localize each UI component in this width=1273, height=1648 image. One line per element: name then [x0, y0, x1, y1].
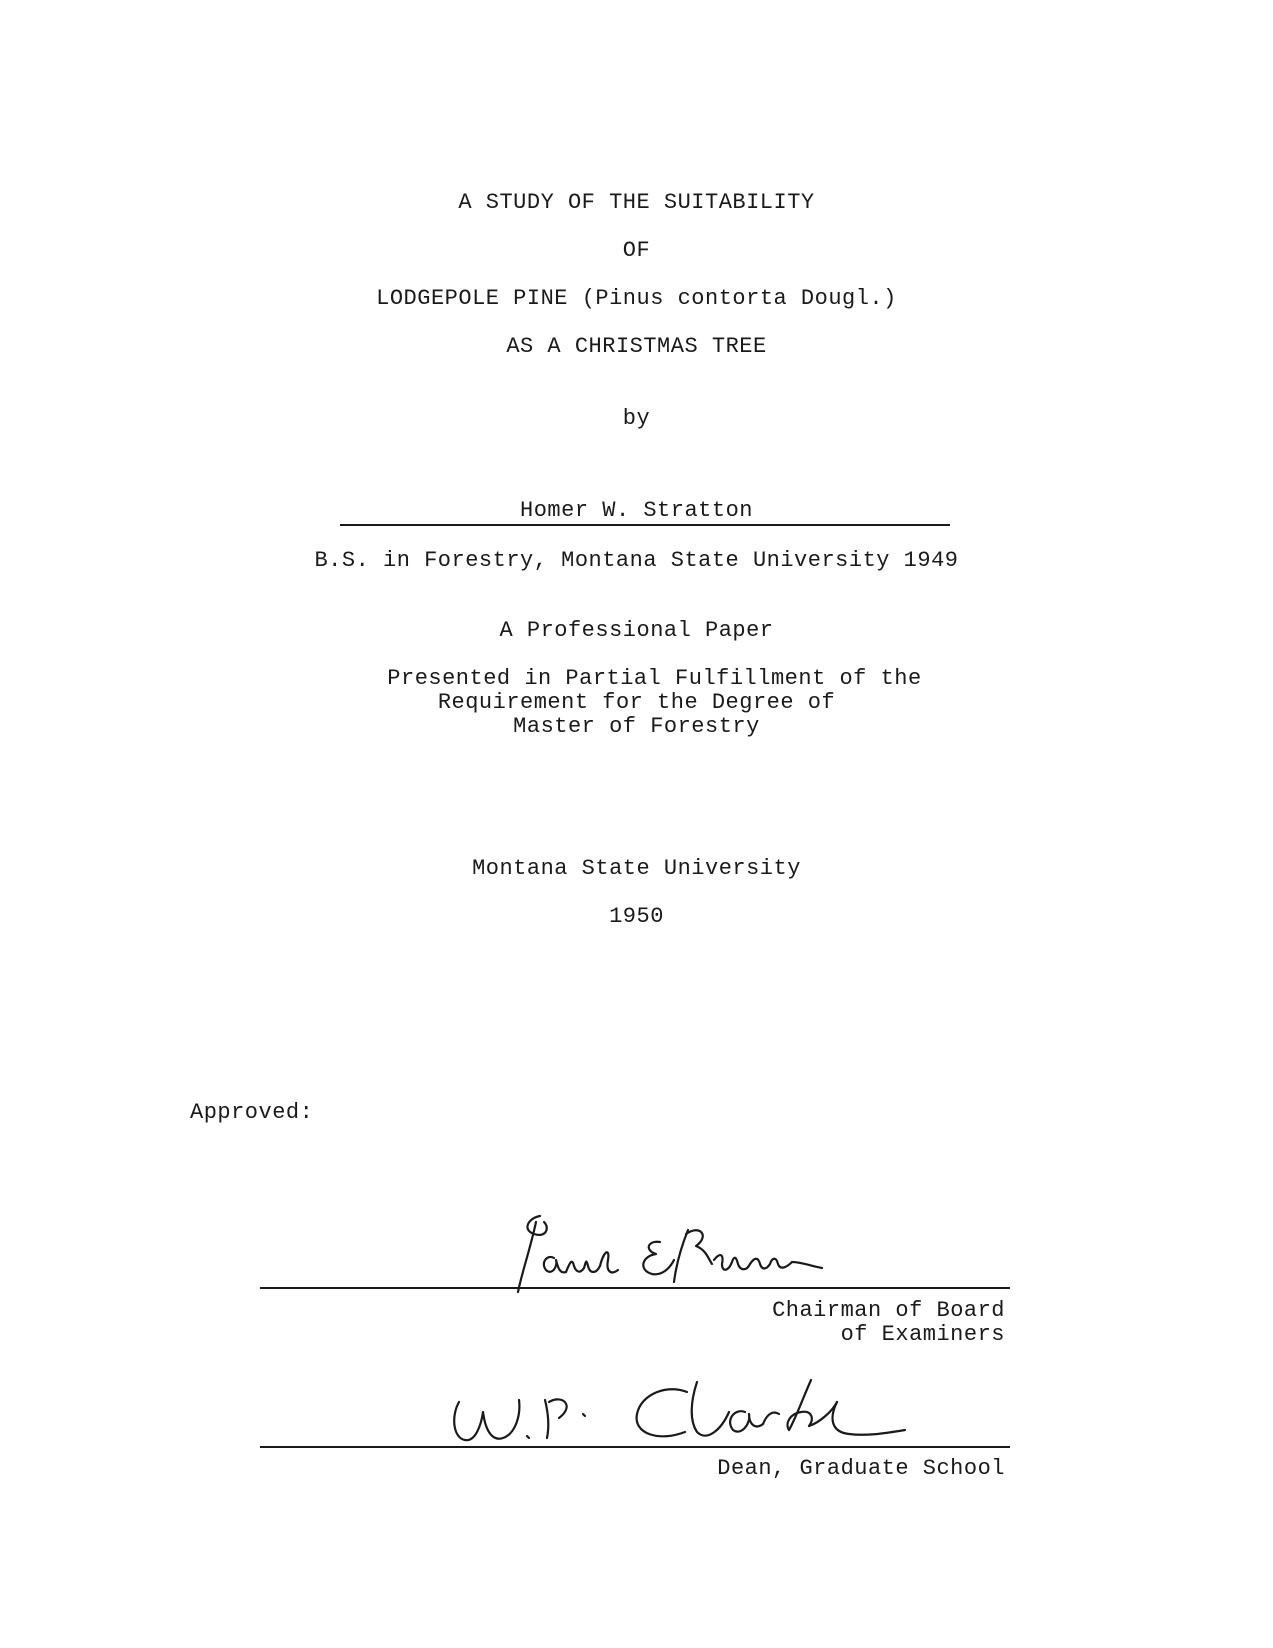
title-line-3: LODGEPOLE PINE (Pinus contorta Dougl.) — [376, 286, 897, 311]
title-line-1: A STUDY OF THE SUITABILITY — [458, 190, 815, 215]
prior-degree: B.S. in Forestry, Montana State University 1949 — [314, 548, 959, 573]
fulfillment-line-2: Requirement for the Degree of — [437, 690, 836, 715]
author-underline — [340, 524, 950, 526]
signature-line-dean — [260, 1446, 1010, 1448]
chairman-role-line-1: Chairman of Board — [772, 1298, 1005, 1323]
paper-type: A Professional Paper — [499, 618, 774, 643]
author-name: Homer W. Stratton — [520, 498, 753, 523]
institution: Montana State University — [472, 856, 801, 881]
year: 1950 — [609, 904, 664, 929]
title-line-2: OF — [622, 238, 651, 263]
by-line: by — [622, 406, 651, 431]
signature-dean-image — [445, 1372, 925, 1452]
approved-label: Approved: — [190, 1100, 314, 1125]
title-line-4: AS A CHRISTMAS TREE — [506, 334, 767, 359]
chairman-role-line-2: of Examiners — [840, 1322, 1005, 1347]
signature-line-chairman — [260, 1287, 1010, 1289]
dean-role: Dean, Graduate School — [717, 1456, 1005, 1481]
fulfillment-line-1: Presented in Partial Fulfillment of the — [387, 666, 922, 691]
fulfillment-line-3: Master of Forestry — [513, 714, 760, 739]
